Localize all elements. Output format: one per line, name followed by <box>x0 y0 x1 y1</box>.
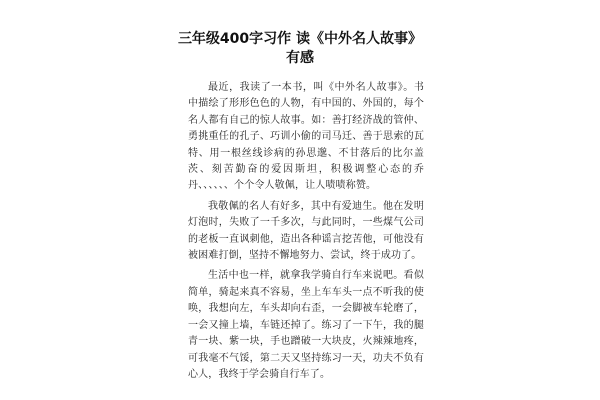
paragraph-1: 最近，我读了一本书，叫《中外名人故事》。书中描绘了形形色色的人物，有中国的、外国的，每个名人都有自己的惊人故事。如：善打经济战的管仲、勇挑重任的孔子、巧训小偷的司马迁、善于思索的瓦特、用一根丝线诊病的孙思邈、不甘落后的比尔盖茨、刻苦勤奋的爱因斯坦，积极调整心态的乔丹、、、、、、个个令人敬佩，让人啧啧称赞。 <box>188 82 424 192</box>
paragraph-2: 我敬佩的名人有好多，其中有爱迪生。他在发明灯泡时，失败了一千多次，与此同时，一些煤气公司的老板一直讽刺他，造出各种谣言挖苦他，可他没有被困难打倒，坚持不懈地努力、尝试，终于成功了。 <box>188 200 424 262</box>
paragraph-3: 生活中也一样，就拿我学骑自行车来说吧。看似简单，骑起来真不容易，坐上车车头一点不听我的使唤，我想向左，车头却向右歪，一会脚被车轮磨了，一会又撞上墙，车链还掉了。练习了一下午，我的腿青一块、紫一块，手也蹭破一大块皮，火辣辣地疼，可我毫不气馁，第二天又坚持练习一天，功夫不负有心人，我终于学会骑自行车了。 <box>188 270 424 380</box>
article-title <box>0 30 600 68</box>
title-line-2: 有感 <box>286 50 314 66</box>
article-body <box>188 80 424 387</box>
title-line-1: 三年级400字习作 读《中外名人故事》 <box>177 31 423 47</box>
